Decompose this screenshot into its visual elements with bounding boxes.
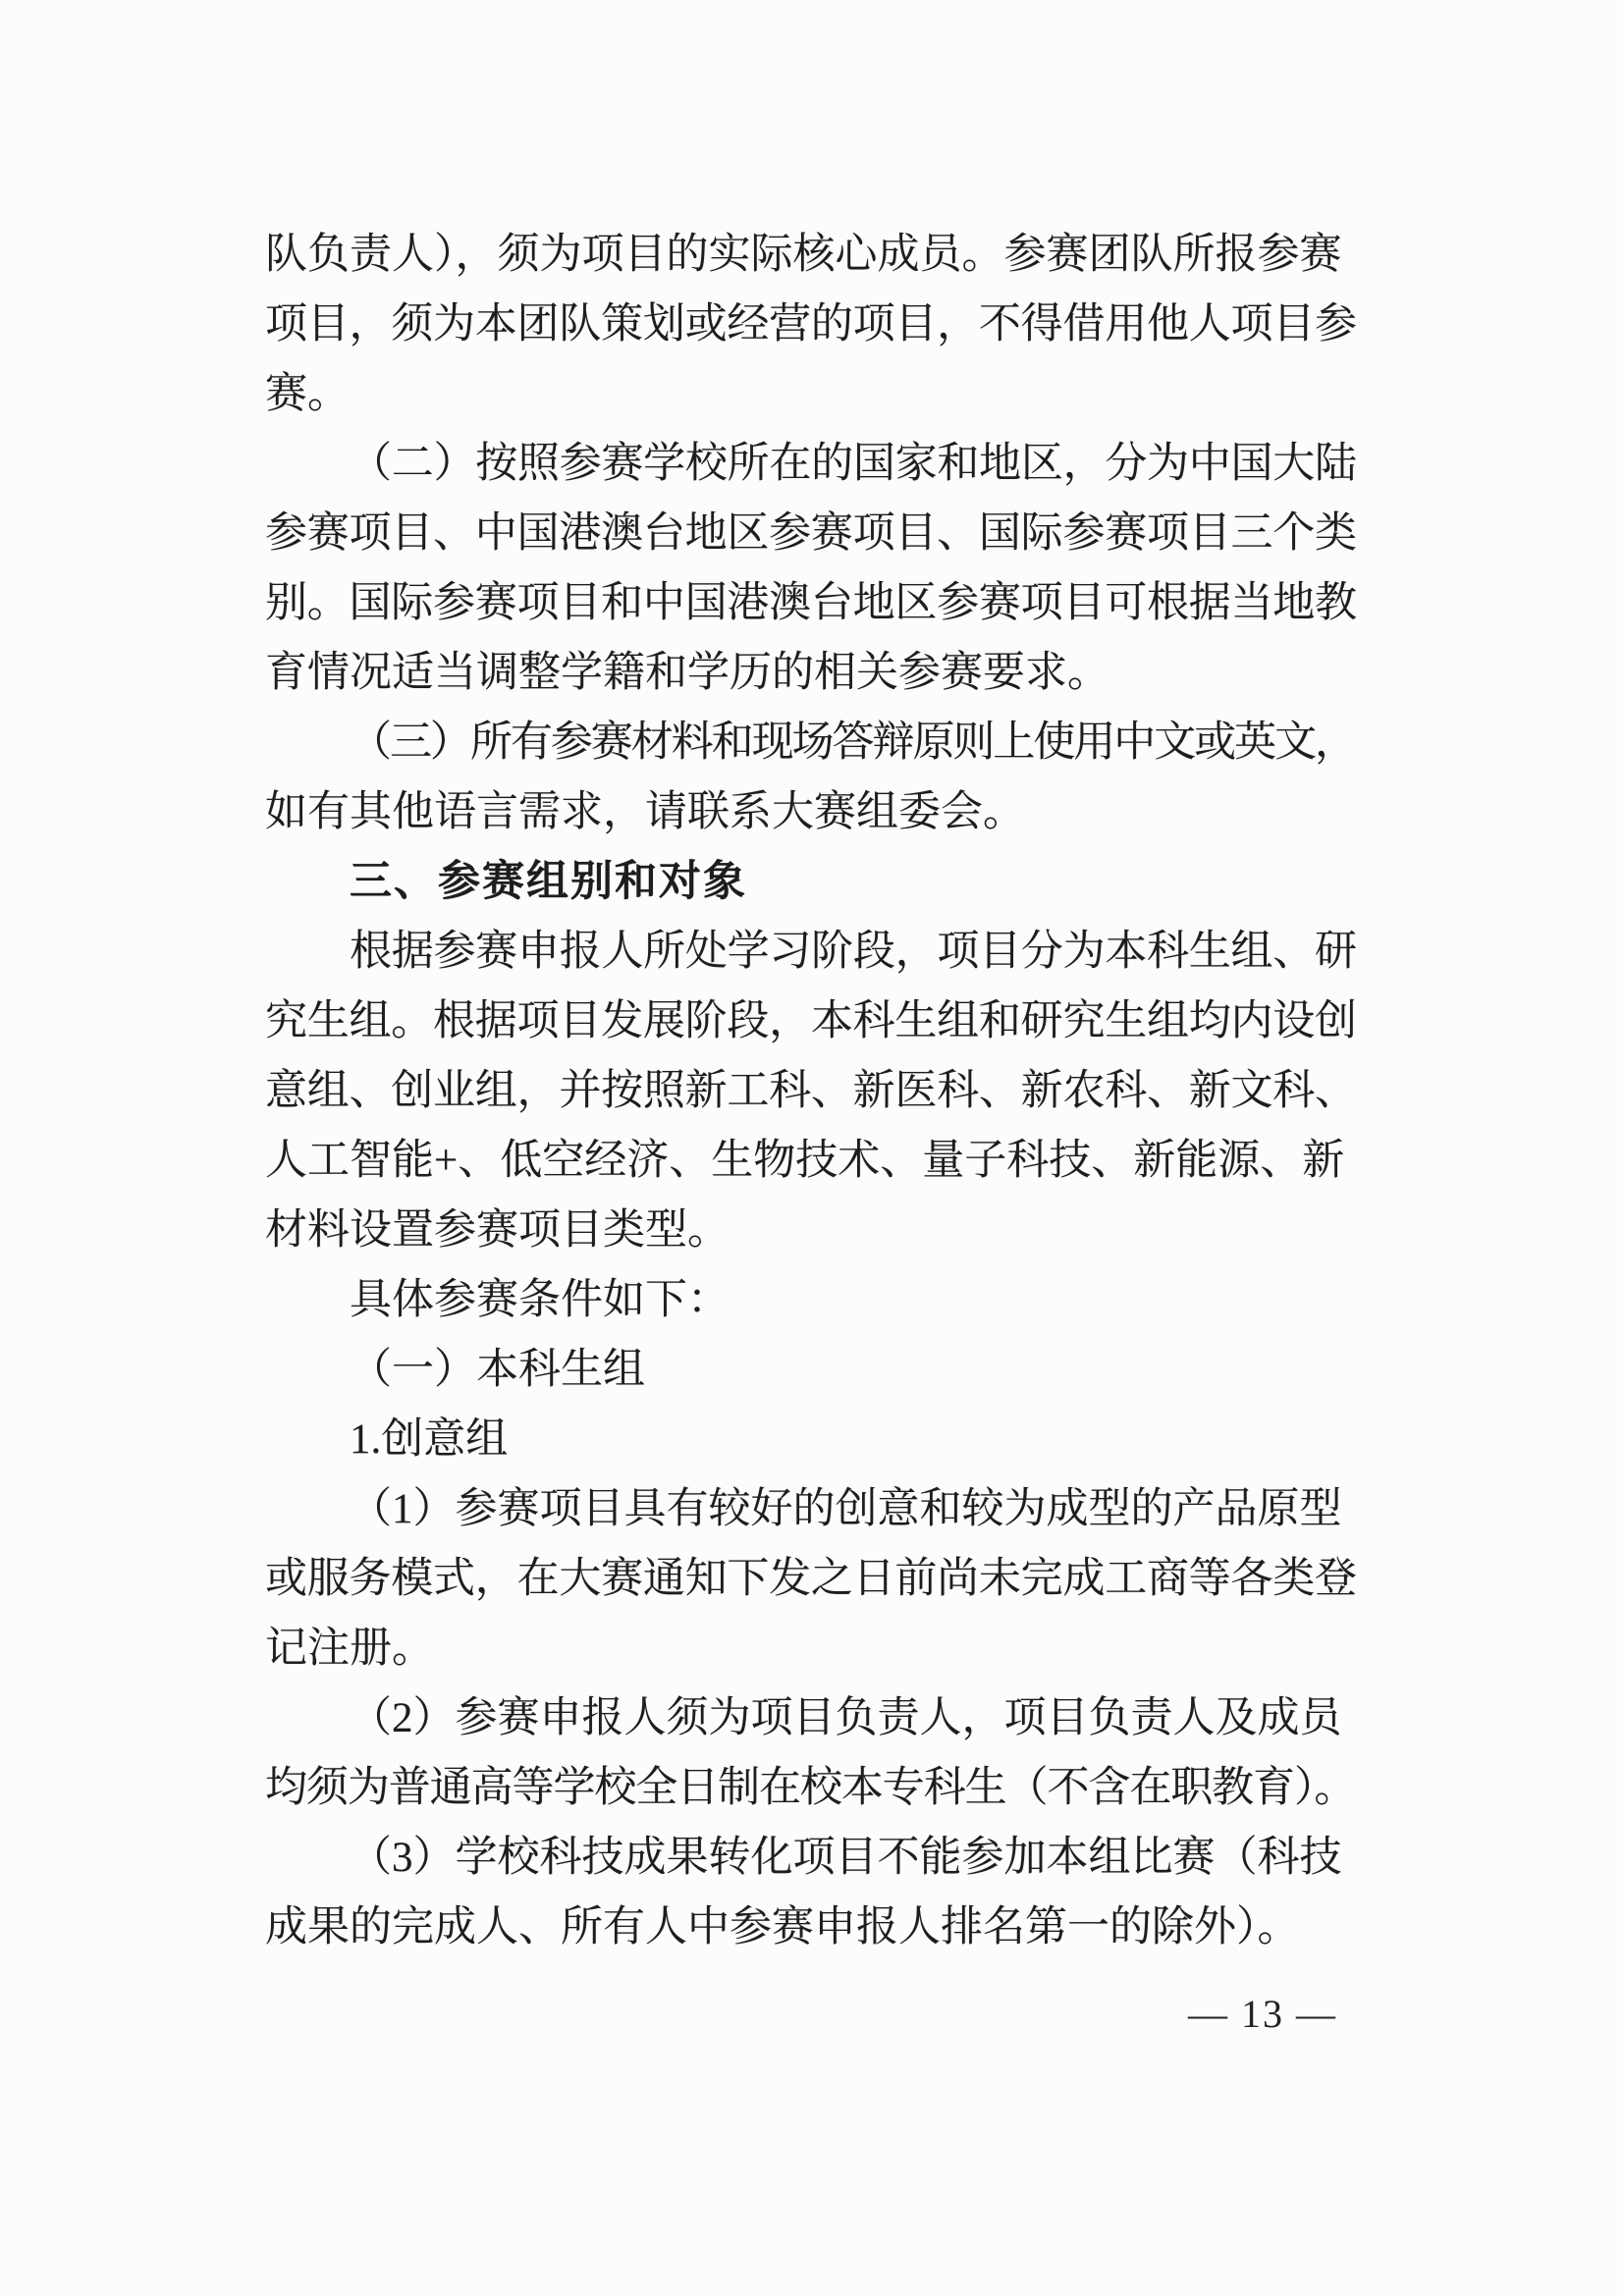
text-line: 究生组。根据项目发展阶段，本科生组和研究生组均内设创 [265,998,1357,1044]
text-line: 根据参赛申报人所处学习阶段，项目分为本科生组、研 [350,929,1357,975]
document-body [265,220,1357,1962]
section-heading: 三、参赛组别和对象 [350,858,747,905]
text-line: 1.创意组 [350,1416,509,1463]
text-line: 记注册。 [265,1626,434,1672]
text-line: 或服务模式，在大赛通知下发之日前尚未完成工商等各类登 [265,1556,1357,1602]
text-line: （三）所有参赛材料和现场答辩原则上使用中文或英文， [350,720,1355,766]
page-number: — 13 — [1188,1992,1337,2036]
text-line: 成果的完成人、所有人中参赛申报人排名第一的除外）。 [265,1904,1300,1950]
text-line: 项目，须为本团队策划或经营的项目，不得借用他人项目参 [265,301,1357,347]
text-line: 材料设置参赛项目类型。 [265,1207,730,1254]
text-line: 队负责人），须为项目的实际核心成员。参赛团队所报参赛 [265,232,1342,278]
text-line: 育情况适当调整学籍和学历的相关参赛要求。 [265,650,1109,696]
text-line: 具体参赛条件如下： [350,1277,730,1323]
text-line: 参赛项目、中国港澳台地区参赛项目、国际参赛项目三个类 [265,510,1357,557]
text-line: 如有其他语言需求，请联系大赛组委会。 [265,789,1025,835]
text-line: （一）本科生组 [350,1347,645,1393]
text-line: （2）参赛申报人须为项目负责人，项目负责人及成员 [350,1695,1342,1741]
text-line: （3）学校科技成果转化项目不能参加本组比赛（科技 [350,1835,1342,1881]
text-line: 均须为普通高等学校全日制在校本专科生（不含在职教育）。 [265,1765,1356,1811]
text-line: 赛。 [265,371,350,417]
text-line: （二）按照参赛学校所在的国家和地区，分为中国大陆 [350,441,1357,487]
text-line: 人工智能+、低空经济、生物技术、量子科技、新能源、新 [265,1138,1345,1184]
text-line: 别。国际参赛项目和中国港澳台地区参赛项目可根据当地教 [265,580,1357,626]
text-line: 意组、创业组，并按照新工科、新医科、新农科、新文科、 [265,1068,1357,1114]
text-line: （1）参赛项目具有较好的创意和较为成型的产品原型 [350,1486,1342,1532]
